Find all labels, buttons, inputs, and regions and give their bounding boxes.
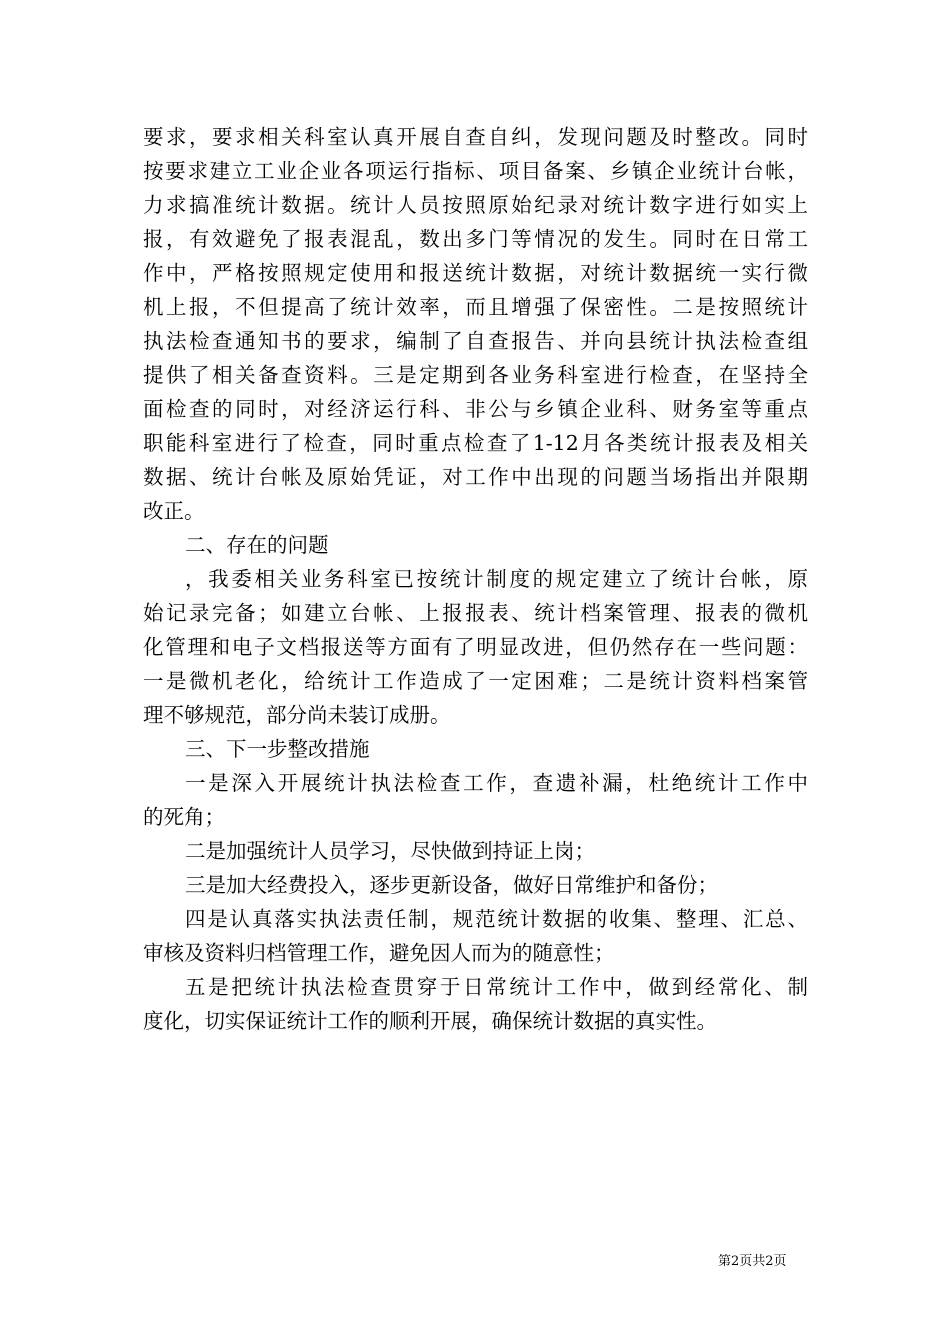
text-line: 度化，切实保证统计工作的顺利开展，确保统计数据的真实性。	[143, 1009, 717, 1033]
text-line: 理不够规范，部分尚未装订成册。	[143, 703, 451, 727]
page-number-footer: 第2页共2页	[718, 1254, 787, 1269]
text-line: 执法检查通知书的要求，编制了自查报告、并向县统计执法检查组	[143, 329, 808, 353]
text-line: 作中，严格按照规定使用和报送统计数据，对统计数据统一实行微	[143, 261, 808, 285]
measure-item-5	[143, 970, 808, 1038]
text-line: 一是微机老化，给统计工作造成了一定困难；二是统计资料档案管	[143, 669, 808, 693]
measure-item-4	[143, 902, 808, 970]
text-line: 要求，要求相关科室认真开展自查自纠，发现问题及时整改。同时	[143, 125, 808, 149]
text-line: 数据、统计台帐及原始凭证，对工作中出现的问题当场指出并限期	[143, 465, 808, 489]
text-line: 五是把统计执法检查贯穿于日常统计工作中，做到经常化、制	[185, 975, 808, 999]
measure-item-1	[143, 766, 808, 834]
text-line: 职能科室进行了检查，同时重点检查了1-12月各类统计报表及相关	[143, 431, 808, 455]
text-line: 一是深入开展统计执法检查工作，查遗补漏，杜绝统计工作中	[185, 771, 808, 795]
text-line: 报，有效避免了报表混乱，数出多门等情况的发生。同时在日常工	[143, 227, 808, 251]
text-line: 按要求建立工业企业各项运行指标、项目备案、乡镇企业统计台帐，	[143, 159, 808, 183]
measure-item-2: 二是加强统计人员学习，尽快做到持证上岗；	[185, 839, 595, 863]
paragraph-statistics-work	[143, 120, 808, 528]
text-line: 力求搞准统计数据。统计人员按照原始纪录对统计数字进行如实上	[143, 193, 808, 217]
section-heading-measures: 三、下一步整改措施	[185, 737, 370, 761]
text-line: 的死角；	[143, 805, 225, 829]
text-line: ，我委相关业务科室已按统计制度的规定建立了统计台帐，原	[185, 567, 808, 591]
section-heading-problems: 二、存在的问题	[185, 533, 329, 557]
text-line: 改正。	[143, 499, 205, 523]
text-line: 四是认真落实执法责任制，规范统计数据的收集、整理、汇总、	[185, 907, 808, 931]
measure-item-3: 三是加大经费投入，逐步更新设备，做好日常维护和备份；	[185, 873, 718, 897]
document-body	[143, 120, 808, 1038]
text-line: 提供了相关备查资料。三是定期到各业务科室进行检查，在坚持全	[143, 363, 808, 387]
text-line: 面检查的同时，对经济运行科、非公与乡镇企业科、财务室等重点	[143, 397, 808, 421]
text-line: 化管理和电子文档报送等方面有了明显改进，但仍然存在一些问题：	[143, 635, 808, 659]
paragraph-problems	[143, 562, 808, 732]
text-line: 始记录完备；如建立台帐、上报报表、统计档案管理、报表的微机	[143, 601, 808, 625]
text-line: 审核及资料归档管理工作，避免因人而为的随意性；	[143, 941, 615, 965]
text-line: 机上报，不但提高了统计效率，而且增强了保密性。二是按照统计	[143, 295, 808, 319]
